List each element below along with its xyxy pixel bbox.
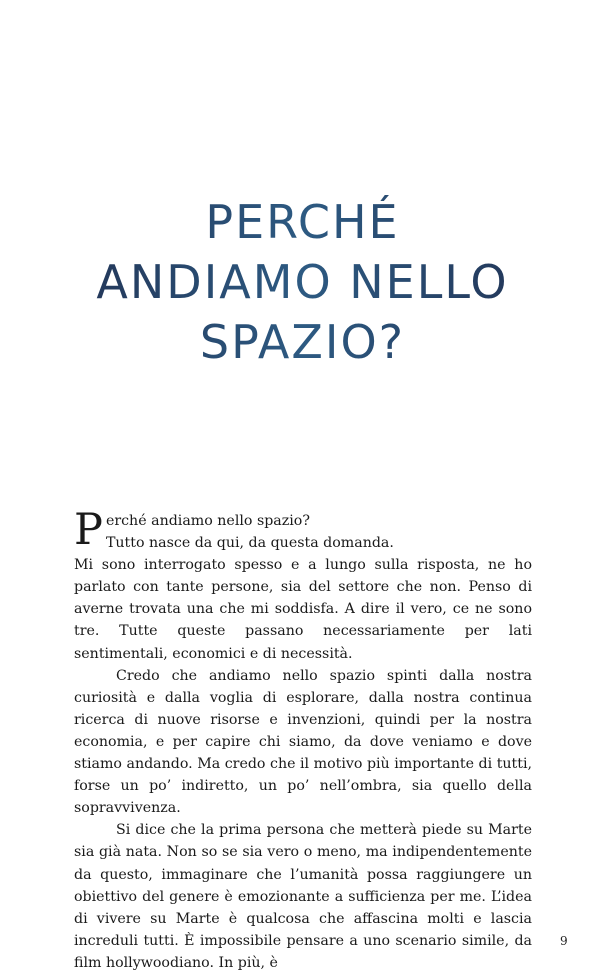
opening-line-1: erché andiamo nello spazio?	[105, 513, 310, 529]
page-number: 9	[560, 934, 568, 948]
chapter-title-line-2: ANDIAMO NELLO	[0, 252, 605, 312]
body-text	[74, 505, 532, 974]
chapter-title	[0, 192, 605, 372]
paragraph-1: Mi sono interrogato spesso e a lungo sulla risposta, ne ho parlato con tante persone, sia del settore che non. Penso di averne trovata una che mi soddisfa. A dire il vero, ce ne sono tre. Tutte queste passano necessariamente per lati sentimentali, economici e di necessità.	[74, 557, 532, 662]
opening-line-2: Tutto nasce da qui, da questa domanda.	[105, 535, 394, 552]
chapter-title-line-3: SPAZIO?	[0, 312, 605, 372]
paragraph-3: Si dice che la prima persona che metterà piede su Marte sia già nata. Non so se sia vero o meno, ma indipendentemente da questo, immaginare che l’umanità possa raggiungere un obiettivo del genere è emozionante a sufficienza per me. L’idea di vivere su Marte è qualcosa che affascina molti e lascia increduli tutti. È impossibile pensare a uno scenario simile, da film hollywoodiano. In più, è	[74, 822, 532, 971]
opening-paragraph	[74, 505, 532, 555]
paragraph-2: Credo che andiamo nello spazio spinti dalla nostra curiosità e dalla voglia di esplorare, dalla nostra continua ricerca di nuove risorse e invenzioni, quindi per la nostra economia, e per capire chi siamo, da dove veniamo e dove stiamo andando. Ma credo che il motivo più importante di tutti, forse un po’ indiretto, un po’ nell’ombra, sia quello della sopravvivenza.	[74, 667, 532, 817]
chapter-title-line-1: PERCHÉ	[0, 192, 605, 252]
drop-cap: P	[74, 505, 103, 555]
